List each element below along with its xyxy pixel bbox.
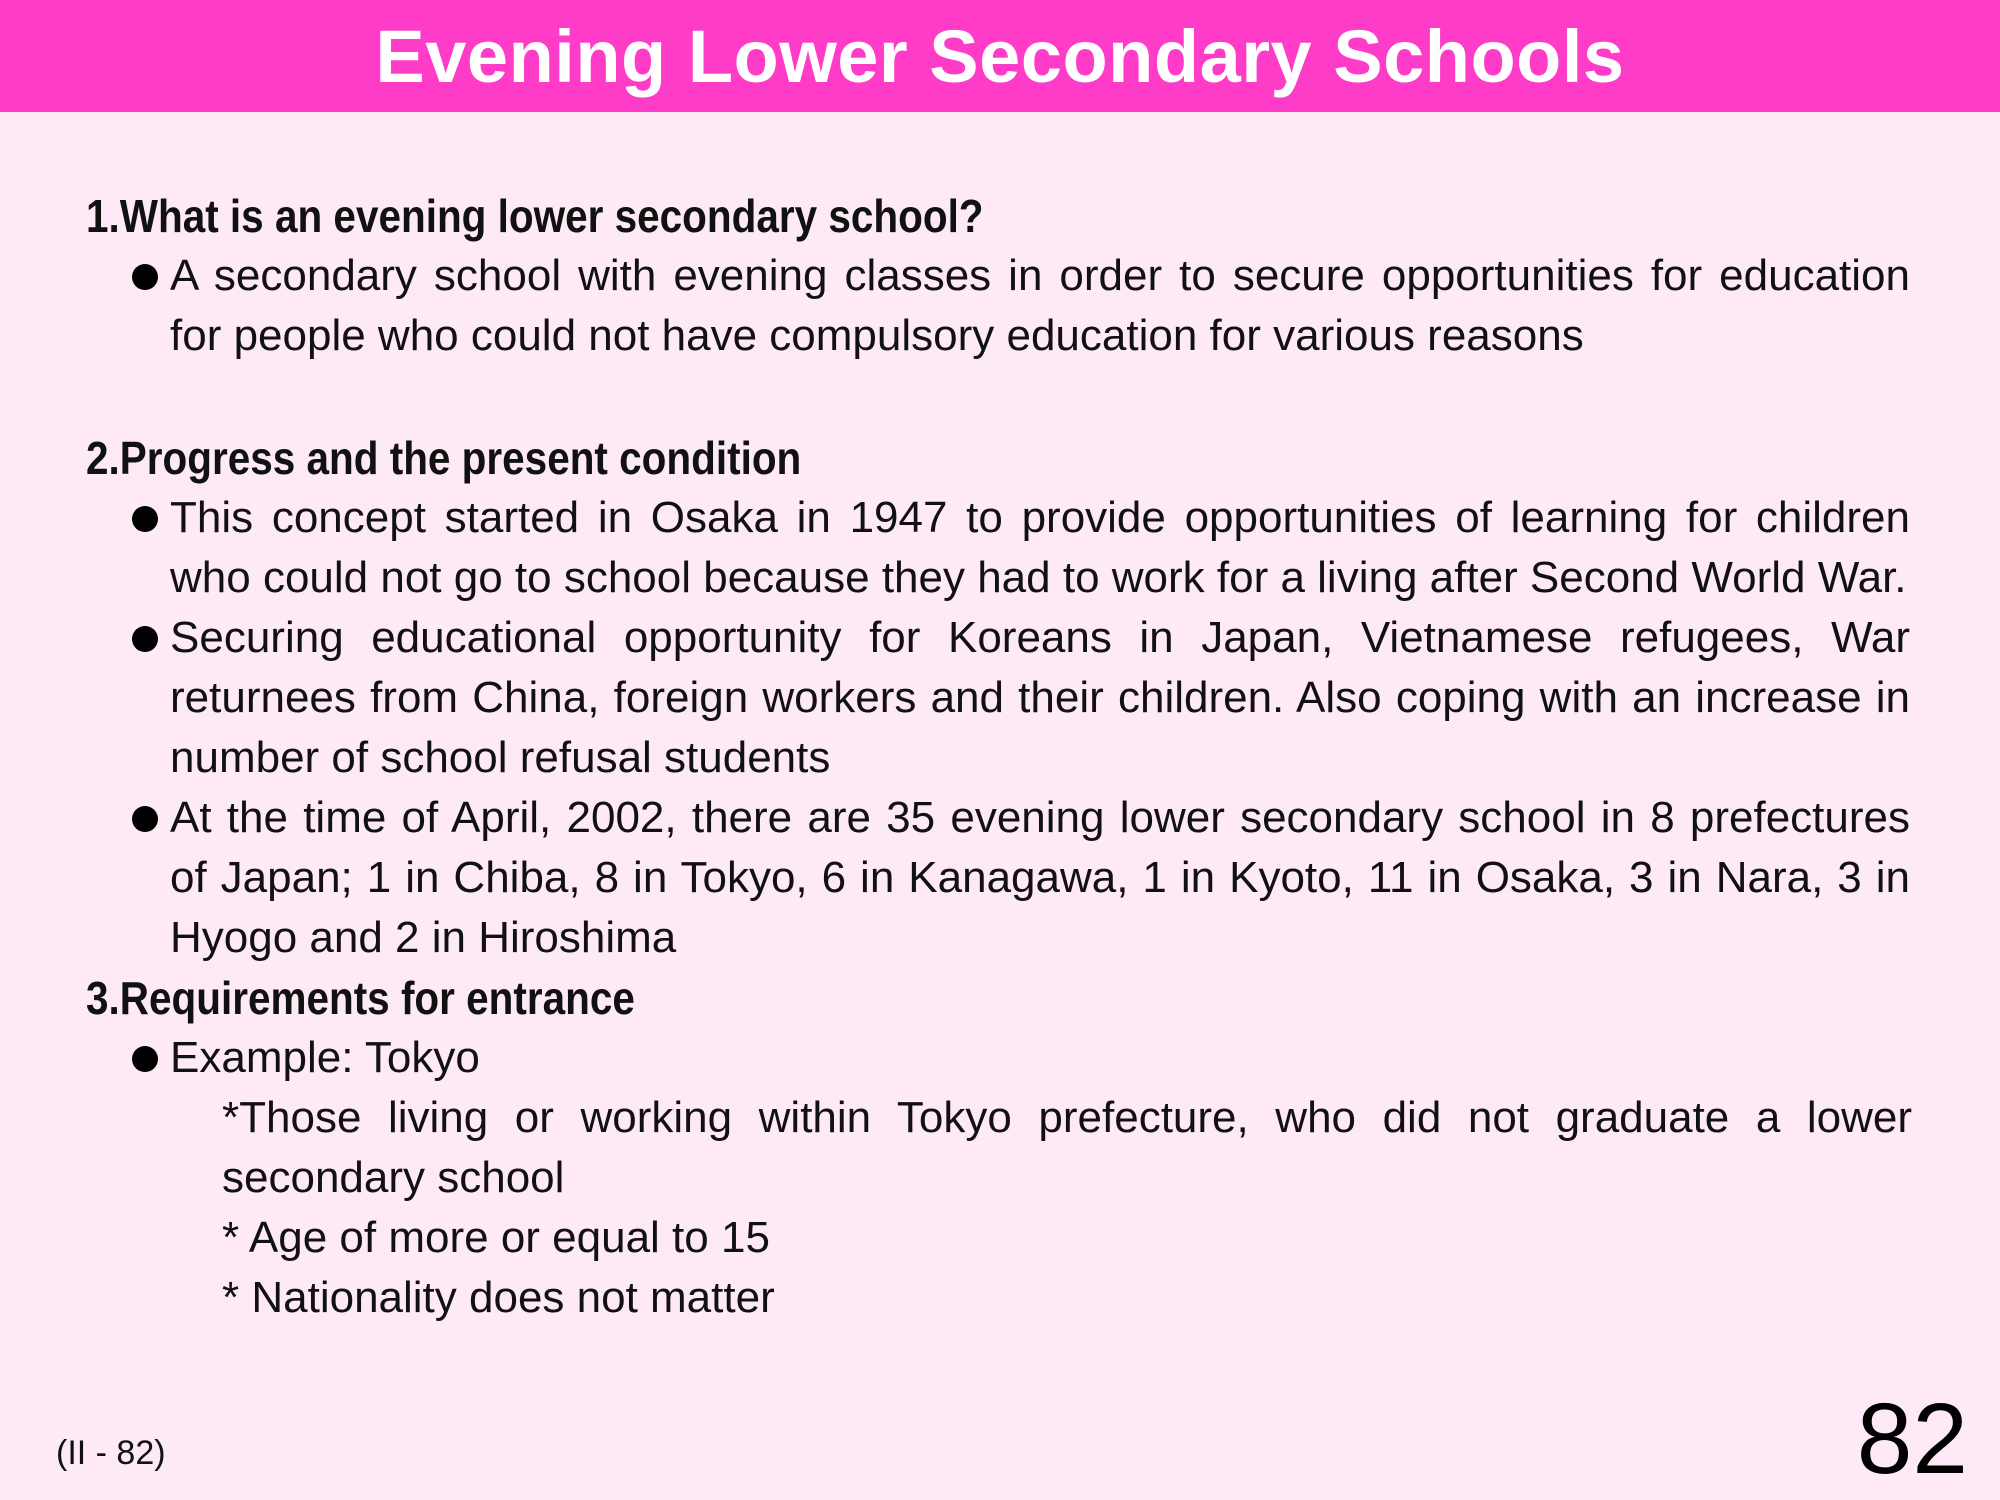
requirement-item: * Age of more or equal to 15 xyxy=(222,1213,770,1262)
bullet-text: This concept started in Osaka in 1947 to provide opportunities of learning for children who could not go to school because they had to work for a living after Second World War. xyxy=(170,493,1910,602)
list-item xyxy=(86,788,1910,968)
bullet-list xyxy=(86,246,1914,366)
section-heading: 1.What is an evening lower secondary school? xyxy=(86,190,984,242)
requirement-item: * Nationality does not matter xyxy=(222,1273,775,1322)
section-heading: 3.Requirements for entrance xyxy=(86,972,635,1024)
bullet-text: A secondary school with evening classes in order to secure opportunities for education for people who could not have compulsory education for various reasons xyxy=(170,251,1910,360)
bullet-dot-icon xyxy=(132,806,158,832)
section-3 xyxy=(86,968,1914,1328)
bullet-dot-icon xyxy=(132,506,158,532)
list-item xyxy=(86,488,1910,608)
footer-reference: (II - 82) xyxy=(56,1434,166,1472)
page-title: Evening Lower Secondary Schools xyxy=(375,14,1625,98)
list-item xyxy=(86,608,1910,788)
bullet-dot-icon xyxy=(132,264,158,290)
bullet-dot-icon xyxy=(132,626,158,652)
title-bar xyxy=(0,0,2000,112)
list-item xyxy=(86,1028,1910,1088)
main-content xyxy=(86,186,1914,1328)
section-2 xyxy=(86,428,1914,968)
bullet-text: Example: Tokyo xyxy=(170,1033,480,1082)
bullet-dot-icon xyxy=(132,1046,158,1072)
bullet-text: At the time of April, 2002, there are 35 evening lower secondary school in 8 prefectures of Japan; 1 in Chiba, 8 in Tokyo, 6 in Kanagawa, 1 in Kyoto, 11 in Osaka, 3 in Nara, 3 in Hyogo and 2 in Hiroshima xyxy=(170,793,1910,962)
bullet-list xyxy=(86,488,1914,968)
bullet-text: Securing educational opportunity for Koreans in Japan, Vietnamese refugees, War returnees from China, foreign workers and their children. Also coping with an increase in number of school refusal students xyxy=(170,613,1910,782)
bullet-list xyxy=(86,1028,1914,1088)
requirement-item: *Those living or working within Tokyo prefecture, who did not graduate a lower secondary school xyxy=(222,1093,1912,1202)
list-item xyxy=(86,246,1910,366)
page-number: 82 xyxy=(1856,1383,1968,1495)
section-heading: 2.Progress and the present condition xyxy=(86,432,802,484)
section-1 xyxy=(86,186,1914,366)
